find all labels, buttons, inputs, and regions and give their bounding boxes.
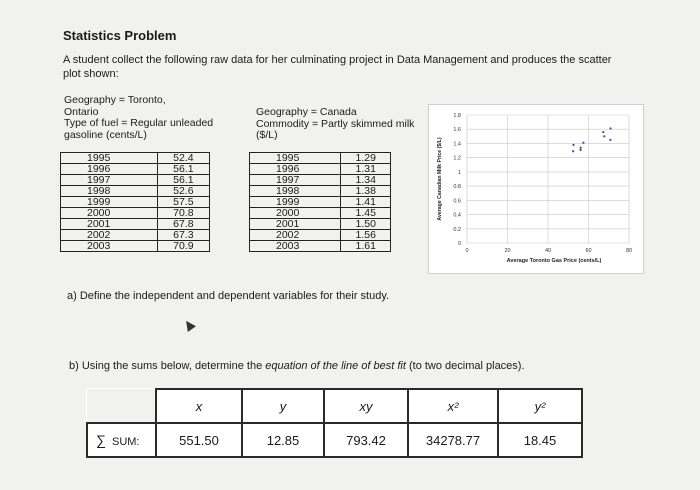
milk-row xyxy=(250,219,391,230)
milk-year-cell: 2002 xyxy=(250,230,341,241)
gas-value-cell: 52.6 xyxy=(157,186,209,197)
milk-year-cell: 1995 xyxy=(250,153,341,164)
milk-value-cell: 1.38 xyxy=(341,186,391,197)
gas-row xyxy=(61,219,210,230)
header-y: y xyxy=(242,389,324,423)
y-tick-label: 0.8 xyxy=(453,184,461,191)
gas-year-cell: 1996 xyxy=(61,164,158,175)
gas-info-line: Ontario xyxy=(64,105,99,118)
data-point xyxy=(580,147,582,149)
milk-year-cell: 1997 xyxy=(250,175,341,186)
gas-year-cell: 1999 xyxy=(61,197,158,208)
gas-row xyxy=(61,197,210,208)
data-point xyxy=(602,131,604,133)
question-b xyxy=(69,360,525,372)
sums-value-row xyxy=(87,423,582,457)
gas-info xyxy=(64,95,213,141)
milk-value-cell: 1.56 xyxy=(341,230,391,241)
mouse-cursor-icon xyxy=(182,318,196,332)
data-point xyxy=(603,135,605,137)
milk-row xyxy=(250,208,391,219)
gas-row xyxy=(61,164,210,175)
gas-year-cell: 1995 xyxy=(61,153,158,164)
gas-year-cell: 1998 xyxy=(61,186,158,197)
header-x-squared: x² xyxy=(408,389,498,423)
data-point xyxy=(580,149,582,151)
milk-value-cell: 1.50 xyxy=(341,219,391,230)
sum-label: SUM: xyxy=(111,436,140,448)
sum-x: 551.50 xyxy=(156,423,242,457)
sum-label-cell xyxy=(87,423,156,457)
milk-value-cell: 1.29 xyxy=(341,153,391,164)
gas-year-cell: 2000 xyxy=(61,208,158,219)
data-point xyxy=(582,142,584,144)
question-b-suffix: (to two decimal places). xyxy=(405,360,525,372)
milk-info xyxy=(256,107,414,142)
data-point xyxy=(609,127,611,129)
x-tick-label: 60 xyxy=(585,248,592,254)
milk-table xyxy=(249,152,391,252)
gas-value-cell: 67.8 xyxy=(157,219,209,230)
gas-table xyxy=(60,152,210,252)
y-tick-label: 1 xyxy=(457,169,461,176)
milk-year-cell: 1996 xyxy=(250,164,341,175)
x-axis-title: Average Toronto Gas Price (cents/L) xyxy=(506,258,602,264)
milk-row xyxy=(250,241,391,252)
sigma-icon: ∑ xyxy=(96,432,106,448)
x-tick-label: 0 xyxy=(465,248,469,254)
sum-xy: 793.42 xyxy=(324,423,408,457)
header-xy: xy xyxy=(324,389,408,423)
milk-year-cell: 1999 xyxy=(250,197,341,208)
gas-row xyxy=(61,175,210,186)
question-b-emphasis: equation of the line of best fit xyxy=(265,360,406,372)
x-tick-label: 20 xyxy=(504,248,511,254)
gas-year-cell: 2001 xyxy=(61,219,158,230)
gas-row xyxy=(61,208,210,219)
gas-year-cell: 2003 xyxy=(61,241,158,252)
x-tick-label: 80 xyxy=(625,248,633,254)
gas-value-cell: 52.4 xyxy=(157,153,209,164)
header-y-squared: y² xyxy=(498,389,582,423)
milk-row xyxy=(250,186,391,197)
y-tick-label: 0 xyxy=(457,241,461,247)
gas-row xyxy=(61,230,210,241)
milk-row xyxy=(250,197,391,208)
scatter-chart xyxy=(428,104,644,274)
milk-value-cell: 1.31 xyxy=(341,164,391,175)
gas-value-cell: 67.3 xyxy=(157,230,209,241)
y-axis-title: Average Canadian Milk Price ($/L) xyxy=(437,137,443,221)
y-tick-label: 0.4 xyxy=(453,212,461,219)
gas-row xyxy=(61,153,210,164)
gas-row xyxy=(61,186,210,197)
y-tick-label: 1.8 xyxy=(453,113,461,119)
milk-info-line: Commodity = Partly skimmed milk xyxy=(256,117,415,130)
sum-y-squared: 18.45 xyxy=(498,423,582,457)
intro-text: A student collect the following raw data for her culminating project in Data Management and produces the scatter plot shown: xyxy=(63,54,612,80)
milk-value-cell: 1.41 xyxy=(341,197,391,208)
gas-value-cell: 70.8 xyxy=(157,208,209,219)
page-title: Statistics Problem xyxy=(63,28,177,43)
gas-info-line: Type of fuel = Regular unleaded xyxy=(64,117,214,129)
data-point xyxy=(572,144,574,146)
y-tick-label: 1.6 xyxy=(453,127,461,134)
milk-row xyxy=(250,175,391,186)
question-a: a) Define the independent and dependent variables for their study. xyxy=(67,290,390,302)
milk-year-cell: 2000 xyxy=(250,208,341,219)
milk-value-cell: 1.61 xyxy=(341,241,391,252)
gas-value-cell: 70.9 xyxy=(157,241,209,252)
gas-info-line: gasoline (cents/L) xyxy=(64,128,147,141)
milk-row xyxy=(250,153,391,164)
milk-row xyxy=(250,164,391,175)
milk-info-line: Geography = Canada xyxy=(256,106,357,118)
milk-year-cell: 1998 xyxy=(250,186,341,197)
milk-row xyxy=(250,230,391,241)
gas-value-cell: 56.1 xyxy=(157,164,209,175)
sums-header-row xyxy=(87,389,582,423)
x-tick-label: 40 xyxy=(544,248,552,254)
y-tick-label: 0.6 xyxy=(453,198,461,205)
question-b-prefix: b) Using the sums below, determine the xyxy=(69,360,266,372)
data-point xyxy=(609,139,611,141)
sum-y: 12.85 xyxy=(242,423,324,457)
milk-year-cell: 2003 xyxy=(250,241,341,252)
scatter-plot-svg xyxy=(429,105,643,273)
gas-info-line: Geography = Toronto, xyxy=(64,94,166,106)
gas-value-cell: 57.5 xyxy=(157,197,209,208)
sum-x-squared: 34278.77 xyxy=(408,423,498,457)
milk-info-line: ($/L) xyxy=(256,129,278,141)
data-point xyxy=(572,150,574,152)
y-tick-label: 1.2 xyxy=(453,155,461,162)
blank-cell xyxy=(87,389,156,423)
gas-year-cell: 2002 xyxy=(61,230,158,241)
gas-year-cell: 1997 xyxy=(61,175,158,186)
milk-value-cell: 1.34 xyxy=(341,175,391,186)
header-x: x xyxy=(156,389,242,423)
gas-row xyxy=(61,241,210,252)
milk-value-cell: 1.45 xyxy=(341,208,391,219)
y-tick-label: 0.2 xyxy=(453,226,461,233)
sums-table xyxy=(86,388,583,458)
gas-value-cell: 56.1 xyxy=(157,175,209,186)
y-tick-label: 1.4 xyxy=(453,141,461,148)
milk-year-cell: 2001 xyxy=(250,219,341,230)
